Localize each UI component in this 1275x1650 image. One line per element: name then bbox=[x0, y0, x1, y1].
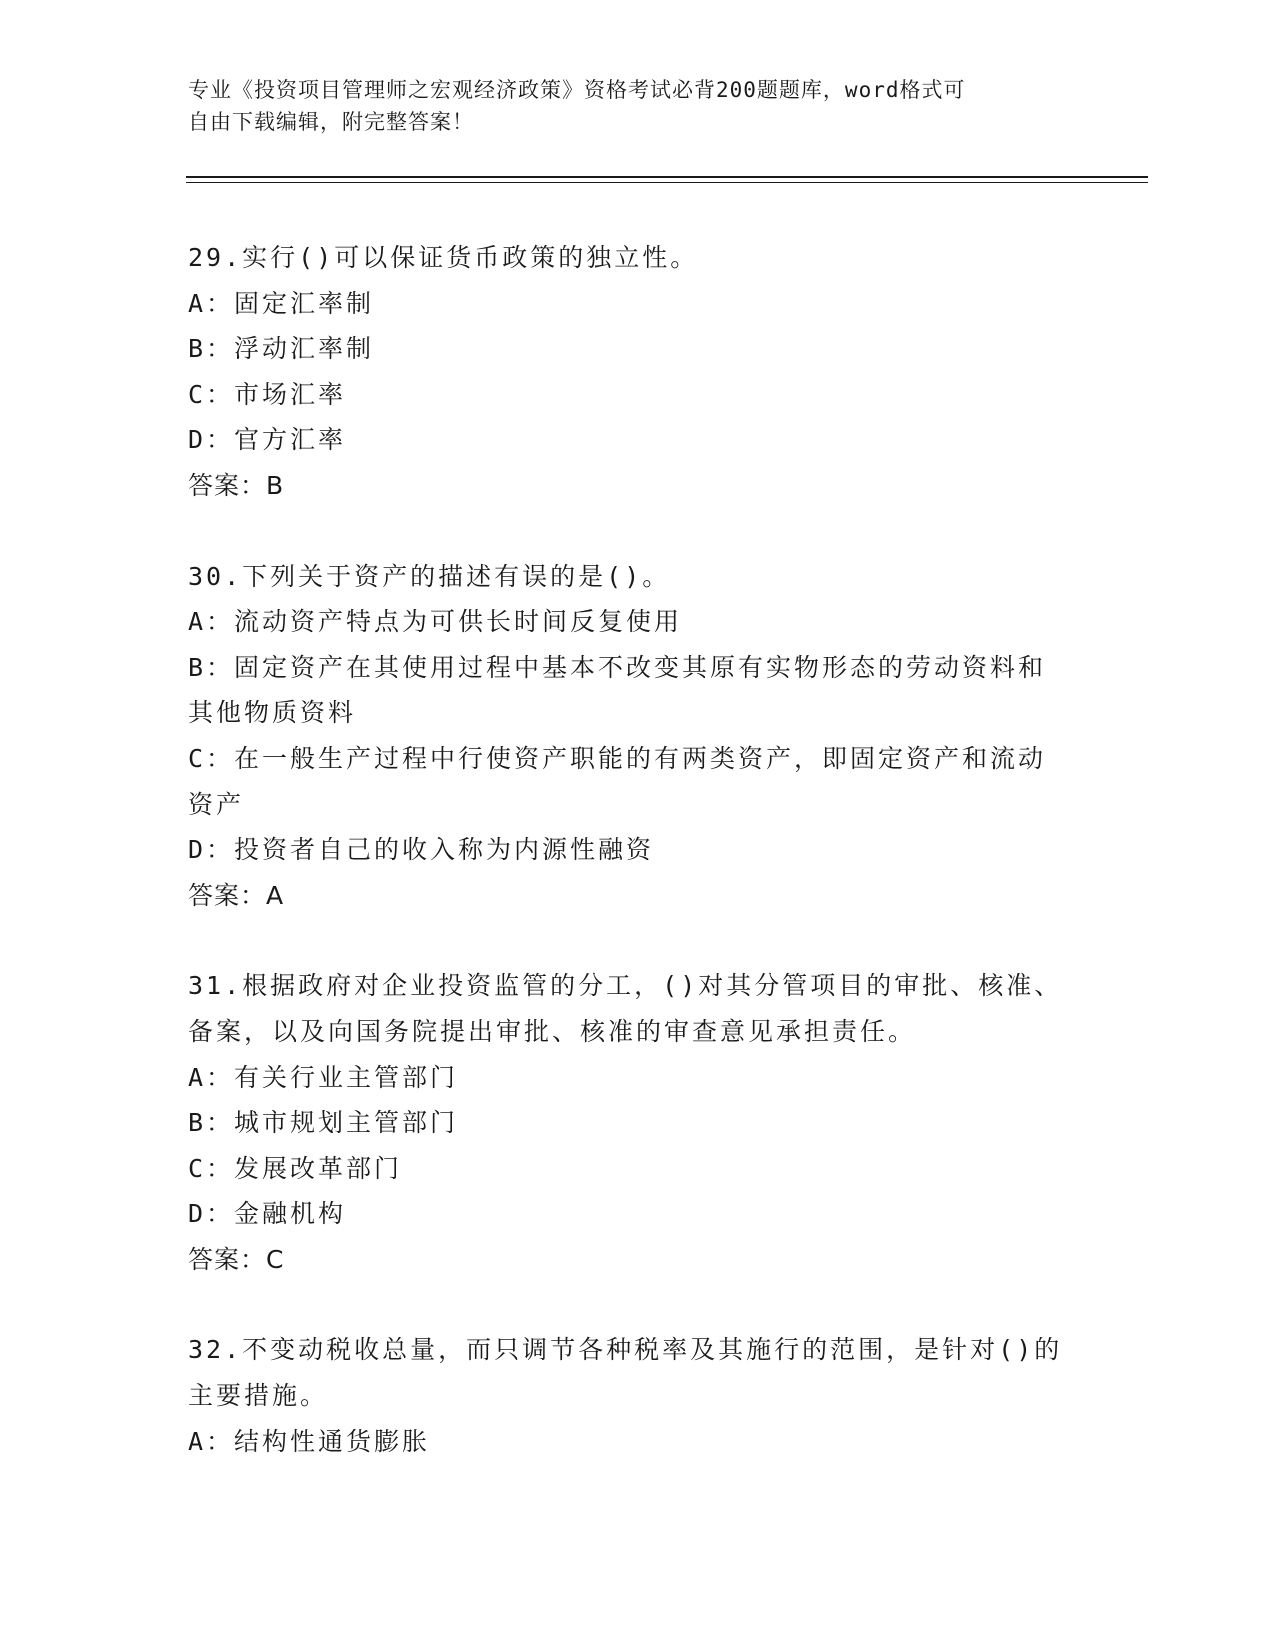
option-a: A：结构性通货膨胀 bbox=[188, 1426, 431, 1456]
option-d: D：金融机构 bbox=[188, 1199, 347, 1229]
question-29 bbox=[188, 235, 1078, 509]
question-list bbox=[188, 235, 1078, 1509]
question-stem-continued: 主要措施。 bbox=[188, 1381, 329, 1411]
option-b: B：城市规划主管部门 bbox=[188, 1108, 459, 1138]
option-c-continued: 资产 bbox=[188, 789, 245, 819]
question-30 bbox=[188, 554, 1078, 919]
document-header bbox=[188, 74, 1068, 138]
option-c: C：在一般生产过程中行使资产职能的有两类资产，即固定资产和流动 bbox=[188, 743, 1047, 773]
answer-line: 答案：C bbox=[188, 1244, 285, 1274]
option-b: B：浮动汇率制 bbox=[188, 334, 375, 364]
question-32 bbox=[188, 1327, 1078, 1464]
option-d: D：官方汇率 bbox=[188, 425, 347, 455]
option-c: C：发展改革部门 bbox=[188, 1153, 403, 1183]
answer-line: 答案：B bbox=[188, 470, 285, 500]
option-b-continued: 其他物质资料 bbox=[188, 698, 357, 728]
header-line-2: 自由下载编辑，附完整答案！ bbox=[188, 110, 474, 134]
option-b: B：固定资产在其使用过程中基本不改变其原有实物形态的劳动资料和 bbox=[188, 652, 1047, 682]
header-rule-thick bbox=[186, 176, 1148, 178]
option-a: A：流动资产特点为可供长时间反复使用 bbox=[188, 607, 683, 637]
answer-line: 答案：A bbox=[188, 880, 285, 910]
option-a: A：固定汇率制 bbox=[188, 288, 375, 318]
option-d: D：投资者自己的收入称为内源性融资 bbox=[188, 835, 655, 865]
question-stem-continued: 备案，以及向国务院提出审批、核准的审查意见承担责任。 bbox=[188, 1016, 917, 1046]
question-stem: 30.下列关于资产的描述有误的是()。 bbox=[188, 561, 671, 591]
question-31 bbox=[188, 963, 1078, 1282]
option-a: A：有关行业主管部门 bbox=[188, 1062, 459, 1092]
question-stem: 29.实行()可以保证货币政策的独立性。 bbox=[188, 243, 699, 272]
question-stem: 31.根据政府对企业投资监管的分工，()对其分管项目的审批、核准、 bbox=[188, 971, 1063, 1001]
option-c: C：市场汇率 bbox=[188, 379, 347, 409]
header-rule-thin bbox=[186, 182, 1148, 183]
header-line-1: 专业《投资项目管理师之宏观经济政策》资格考试必背200题题库，word格式可 bbox=[188, 78, 966, 102]
question-stem: 32.不变动税收总量，而只调节各种税率及其施行的范围，是针对()的 bbox=[188, 1335, 1063, 1365]
